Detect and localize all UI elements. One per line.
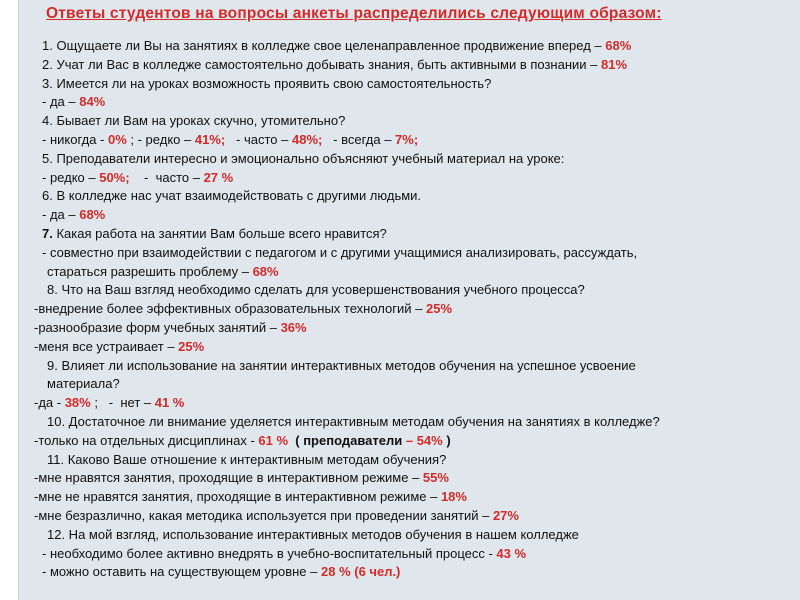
question-9 [34,357,794,376]
question-4 [34,112,794,131]
question-text: 9. Влияет ли использование на занятии интерактивных методов обучения на успешное усвоение [47,357,636,373]
question-text: 1. Ощущаете ли Вы на занятиях в колледже свое целенаправленное продвижение вперед – [42,38,606,53]
answer-label: - можно оставить на существующем уровне – [42,564,321,580]
answer-line [34,206,794,225]
answer-label: - часто – [129,169,204,185]
question-10 [34,413,794,432]
question-number: 7. [42,225,53,241]
answer-value: 7%; [395,131,419,147]
question-3 [34,75,794,94]
answer-label: -внедрение более эффективных образовательных технологий – [34,301,426,317]
answer-label: -мне не нравятся занятия, проходящие в интерактивном режиме – [34,489,441,505]
answer-line [34,131,794,150]
answer-line [34,507,794,526]
answer-value: 0% [107,131,127,147]
answer-line [34,93,794,112]
answer-value: 55% [422,470,449,486]
answer-label: стараться разрешить проблему – [47,263,253,279]
answer-value: 68% [252,263,279,279]
question-11 [34,451,794,470]
answer-value: 68% [79,207,106,223]
answer-line [34,300,794,319]
question-text: материала? [47,376,120,392]
answer-line [34,169,794,188]
answer-value: 25% [178,338,205,354]
answer-value: 84% [79,94,106,110]
answer-value: 27% [492,507,519,523]
answer-value: 61 % [258,432,289,448]
question-text: 2. Учат ли Вас в колледже самостоятельно добывать знания, быть активными в познании – [42,56,601,72]
question-text: 3. Имеется ли на уроках возможность проявить свою самостоятельность? [42,75,492,91]
answer-label: - совместно при взаимодействии с педагогом и с другими учащимися анализировать, рассуждать, [42,244,638,260]
answer-line [34,545,794,564]
answer-value: 25% [425,301,453,317]
answer-value: 41 % [154,395,185,411]
question-text: 10. Достаточное ли внимание уделяется интерактивным методам обучения на занятиях в колледже? [47,413,660,429]
answer-value: 36% [280,319,307,335]
answer-value: 18% [440,489,467,505]
question-text: 8. Что на Ваш взгляд необходимо сделать для усовершенствования учебного процесса? [47,282,585,298]
answer-label: - необходимо более активно внедрять в учебно-воспитательный процесс - [42,545,497,561]
question-text: 11. Каково Ваше отношение к интерактивным методам обучения? [47,451,447,467]
answer-line [34,563,794,582]
answer-value: 38% [64,395,91,411]
answer-line [34,469,794,488]
answer-line [34,263,794,282]
question-6 [34,187,794,206]
answer-label: ; - нет – [90,395,155,411]
question-12 [34,526,794,545]
answer-note: ( преподаватели [288,432,403,448]
survey-results [34,37,794,582]
question-text: Какая работа на занятии Вам больше всего нравится? [52,225,387,241]
answer-line [34,244,794,263]
answer-line [34,488,794,507]
question-text: 12. На мой взгляд, использование интерактивных методов обучения в нашем колледже [47,526,579,542]
answer-line [34,432,794,451]
answer-label: -только на отдельных дисциплинах - [34,432,259,448]
answer-value: 50%; [99,169,130,185]
answer-value: 68% [605,38,632,53]
question-1 [34,37,794,56]
question-7 [34,225,794,244]
slide-title: Ответы студентов на вопросы анкеты распределились следующим образом: [46,5,662,22]
answer-label: - да – [42,207,80,223]
answer-value: 48%; [291,131,323,147]
question-2 [34,56,794,75]
answer-label: - редко – [42,169,100,185]
question-5 [34,150,794,169]
answer-value: 28 % (6 чел.) [321,564,401,580]
answer-label: -да - [34,395,65,411]
answer-value: 41%; [194,131,226,147]
answer-label: -меня все устраивает – [34,338,179,354]
question-9-continued [34,375,794,394]
answer-label: -разнообразие форм учебных занятий – [34,319,281,335]
answer-line [34,338,794,357]
answer-value: 81% [601,56,628,72]
answer-dash: – [402,432,417,448]
answer-label: - всегда – [322,131,396,147]
answer-label: -мне нравятся занятия, проходящие в интерактивном режиме – [34,470,423,486]
answer-label: -мне безразлично, какая методика используется при проведении занятий – [34,507,493,523]
answer-value: 27 % [203,169,234,185]
question-text: 6. В колледже нас учат взаимодействовать с другими людьми. [42,188,422,204]
question-text: 5. Преподаватели интересно и эмоционально объясняют учебный материал на уроке: [42,150,565,166]
answer-label: - часто – [225,131,292,147]
answer-line [34,394,794,413]
question-8 [34,281,794,300]
answer-note: ) [442,432,451,448]
answer-label: - да – [42,94,80,110]
question-text: 4. Бывает ли Вам на уроках скучно, утомительно? [42,113,346,129]
answer-label: - никогда - [42,131,108,147]
answer-line [34,319,794,338]
answer-value: 43 % [496,545,527,561]
answer-label: ; - редко – [126,131,195,147]
answer-value: 54% [416,432,443,448]
